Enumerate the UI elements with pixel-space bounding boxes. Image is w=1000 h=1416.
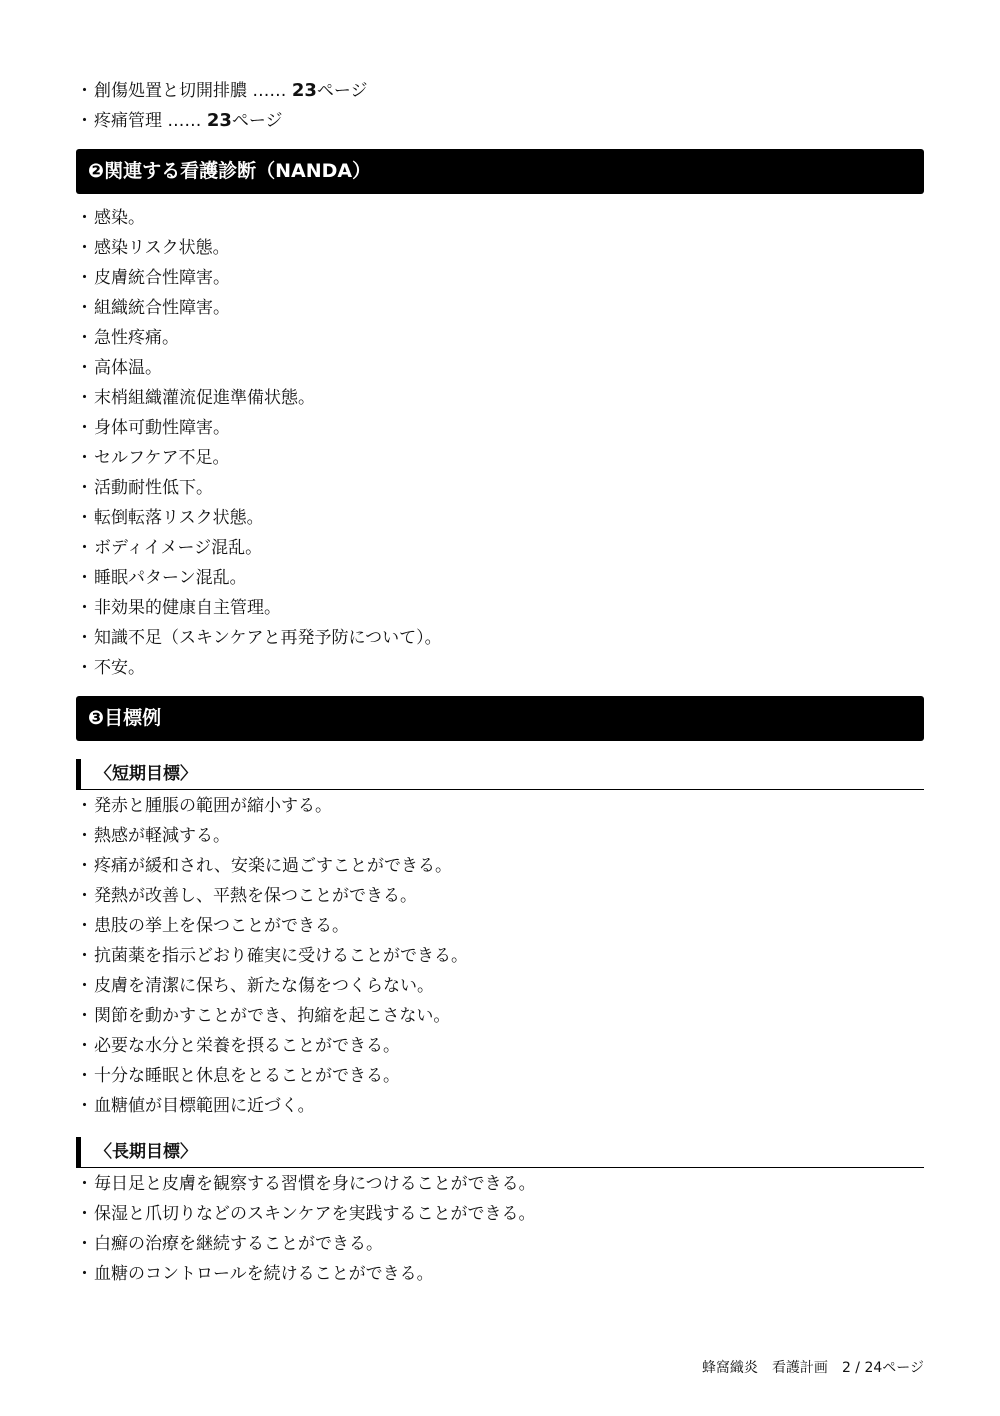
list-item (76, 1091, 924, 1121)
list-item (76, 533, 924, 563)
bullet-marker: ・ (76, 208, 93, 228)
bullet-marker: ・ (76, 448, 93, 468)
list-item-text: セルフケア不足。 (94, 448, 230, 468)
list-item (76, 503, 924, 533)
nursing-diagnosis-list (76, 203, 924, 683)
bullet-marker: ・ (76, 418, 93, 438)
bullet-marker: ・ (76, 826, 93, 846)
bullet-marker: ・ (76, 81, 93, 101)
bullet-marker: ・ (76, 508, 93, 528)
bullet-marker: ・ (76, 358, 93, 378)
bullet-marker: ・ (76, 238, 93, 258)
list-item-text: 非効果的健康自主管理。 (94, 598, 281, 618)
page-content (76, 76, 924, 1289)
list-item (76, 911, 924, 941)
list-item (76, 563, 924, 593)
bullet-marker: ・ (76, 568, 93, 588)
long-term-goals-list (76, 1169, 924, 1289)
bullet-marker: ・ (76, 1264, 93, 1284)
toc-item[interactable] (76, 76, 924, 106)
list-item (76, 851, 924, 881)
list-item (76, 413, 924, 443)
list-item (76, 653, 924, 683)
toc-item-page: 23 (206, 110, 232, 131)
bullet-marker: ・ (76, 658, 93, 678)
subheading-short-term-goals: 〈短期目標〉 (76, 759, 924, 790)
list-item-text: 抗菌薬を指示どおり確実に受けることができる。 (94, 946, 468, 966)
list-item (76, 353, 924, 383)
list-item (76, 383, 924, 413)
bullet-marker: ・ (76, 268, 93, 288)
list-item (76, 323, 924, 353)
list-item (76, 293, 924, 323)
toc-item-text: 疼痛管理 …… (94, 111, 202, 131)
list-item (76, 1229, 924, 1259)
list-item-text: 疼痛が緩和され、安楽に過ごすことができる。 (94, 856, 453, 876)
bullet-marker: ・ (76, 388, 93, 408)
list-item-text: 活動耐性低下。 (94, 478, 213, 498)
list-item-text: 組織統合性障害。 (94, 298, 230, 318)
bullet-marker: ・ (76, 478, 93, 498)
toc-item-suffix: ページ (231, 111, 283, 131)
bullet-marker: ・ (76, 916, 93, 936)
bullet-marker: ・ (76, 598, 93, 618)
list-item (76, 1169, 924, 1199)
bullet-marker: ・ (76, 1036, 93, 1056)
list-item-text: 毎日足と皮膚を観察する習慣を身につけることができる。 (94, 1174, 536, 1194)
list-item-text: 皮膚統合性障害。 (94, 268, 230, 288)
toc-item-text: 創傷処置と切開排膿 …… (94, 81, 287, 101)
list-item-text: 感染リスク状態。 (94, 238, 230, 258)
section-heading-nursing-diagnosis: ❷関連する看護診断（NANDA） (76, 149, 924, 194)
short-term-goals-list (76, 791, 924, 1121)
page-footer (702, 1358, 924, 1378)
list-item-text: 不安。 (94, 658, 145, 678)
list-item-text: 十分な睡眠と休息をとることができる。 (94, 1066, 400, 1086)
list-item (76, 791, 924, 821)
list-item-text: 転倒転落リスク状態。 (94, 508, 264, 528)
list-item-text: 熱感が軽減する。 (94, 826, 230, 846)
bullet-marker: ・ (76, 1006, 93, 1026)
bullet-marker: ・ (76, 1066, 93, 1086)
list-item (76, 971, 924, 1001)
section-heading-goals: ❸目標例 (76, 696, 924, 741)
list-item (76, 821, 924, 851)
list-item (76, 941, 924, 971)
footer-page-number: 2 / 24ページ (841, 1360, 924, 1376)
list-item-text: 保湿と爪切りなどのスキンケアを実践することができる。 (94, 1204, 536, 1224)
list-item (76, 263, 924, 293)
list-item-text: 発赤と腫脹の範囲が縮小する。 (94, 796, 332, 816)
subheading-long-term-goals: 〈長期目標〉 (76, 1137, 924, 1168)
bullet-marker: ・ (76, 976, 93, 996)
list-item-text: 発熱が改善し、平熱を保つことができる。 (94, 886, 417, 906)
bullet-marker: ・ (76, 1234, 93, 1254)
list-item (76, 623, 924, 653)
list-item-text: 高体温。 (94, 358, 162, 378)
list-item-text: 身体可動性障害。 (94, 418, 230, 438)
bullet-marker: ・ (76, 886, 93, 906)
list-item-text: 皮膚を清潔に保ち、新たな傷をつくらない。 (94, 976, 434, 996)
list-item (76, 1259, 924, 1289)
list-item (76, 1031, 924, 1061)
toc-item-page: 23 (291, 80, 317, 101)
toc-list (76, 76, 924, 136)
list-item (76, 1061, 924, 1091)
list-item (76, 443, 924, 473)
list-item (76, 593, 924, 623)
list-item-text: ボディイメージ混乱。 (94, 538, 263, 558)
list-item-text: 必要な水分と栄養を摂ることができる。 (94, 1036, 400, 1056)
bullet-marker: ・ (76, 1174, 93, 1194)
list-item (76, 1199, 924, 1229)
toc-item[interactable] (76, 106, 924, 136)
list-item-text: 急性疼痛。 (94, 328, 179, 348)
bullet-marker: ・ (76, 538, 93, 558)
bullet-marker: ・ (76, 1204, 93, 1224)
bullet-marker: ・ (76, 111, 93, 131)
list-item (76, 473, 924, 503)
list-item-text: 感染。 (94, 208, 145, 228)
bullet-marker: ・ (76, 856, 93, 876)
bullet-marker: ・ (76, 328, 93, 348)
bullet-marker: ・ (76, 946, 93, 966)
list-item-text: 睡眠パターン混乱。 (94, 568, 247, 588)
footer-document-name: 蜂窩織炎 (701, 1360, 758, 1376)
toc-item-suffix: ページ (316, 81, 368, 101)
list-item (76, 203, 924, 233)
list-item-text: 患肢の挙上を保つことができる。 (94, 916, 349, 936)
bullet-marker: ・ (76, 796, 93, 816)
list-item (76, 881, 924, 911)
list-item-text: 知識不足（スキンケアと再発予防について）。 (94, 628, 442, 648)
bullet-marker: ・ (76, 298, 93, 318)
list-item-text: 血糖値が目標範囲に近づく。 (94, 1096, 315, 1116)
bullet-marker: ・ (76, 1096, 93, 1116)
list-item-text: 白癬の治療を継続することができる。 (94, 1234, 383, 1254)
list-item-text: 末梢組織灌流促進準備状態。 (94, 388, 315, 408)
list-item-text: 関節を動かすことができ、拘縮を起こさない。 (94, 1006, 451, 1026)
footer-document-title: 看護計画 (771, 1360, 828, 1376)
list-item (76, 233, 924, 263)
bullet-marker: ・ (76, 628, 93, 648)
list-item (76, 1001, 924, 1031)
list-item-text: 血糖のコントロールを続けることができる。 (94, 1264, 434, 1284)
